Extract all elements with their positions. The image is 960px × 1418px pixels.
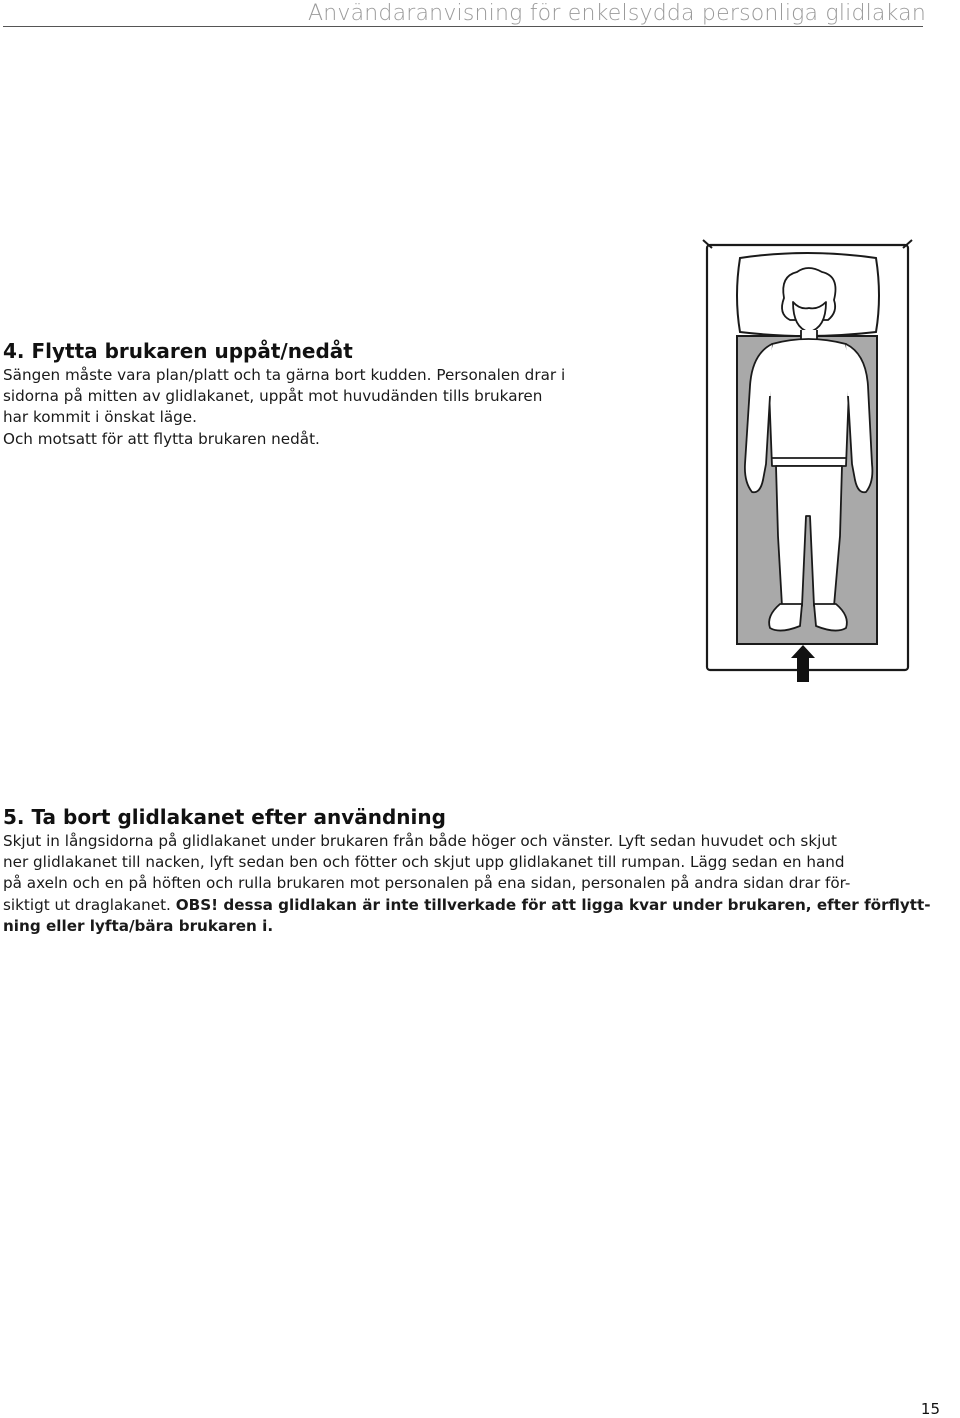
- running-header-title: Användaranvisning för enkelsydda personliga glidlakan: [307, 1, 926, 26]
- page-number: 15: [920, 1400, 940, 1418]
- bed-illustration: [700, 236, 915, 686]
- section-4-line: Sängen måste vara plan/platt och ta gärna bort kudden. Personalen drar i: [3, 366, 566, 384]
- section-5-heading: 5. Ta bort glidlakanet efter användning: [3, 805, 446, 829]
- section-move-user: [3, 339, 633, 450]
- section-4-heading: 4. Flytta brukaren uppåt/nedåt: [3, 339, 353, 363]
- section-4-line: Och motsatt för att flytta brukaren nedåt.: [3, 429, 320, 448]
- section-4-line: har kommit i önskat läge.: [3, 408, 197, 427]
- header-divider: [3, 26, 923, 27]
- arrow-up-icon: [791, 645, 815, 682]
- obs-warning: ning eller lyfta/bära brukaren i.: [3, 916, 274, 935]
- section-5-line: ner glidlakanet till nacken, lyft sedan ben och fötter och skjut upp glidlakanet till rumpan. Lägg sedan en hand: [3, 853, 845, 872]
- section-5-line: Skjut in långsidorna på glidlakanet under brukaren från både höger och vänster. Lyft sedan huvudet och skjut: [3, 832, 837, 850]
- obs-label: OBS!: [175, 895, 219, 914]
- section-4-line: sidorna på mitten av glidlakanet, uppåt mot huvudänden tills brukaren: [3, 387, 543, 406]
- section-remove-sheet: [3, 805, 933, 937]
- section-5-line: siktigt ut draglakanet.: [3, 895, 171, 914]
- obs-warning: dessa glidlakan är inte tillverkade för att ligga kvar under brukaren, efter förflytt-: [218, 895, 931, 914]
- section-5-line-with-obs: [3, 895, 933, 916]
- section-5-line: på axeln och en på höften och rulla brukaren mot personalen på ena sidan, personalen på andra sidan drar för-: [3, 874, 851, 893]
